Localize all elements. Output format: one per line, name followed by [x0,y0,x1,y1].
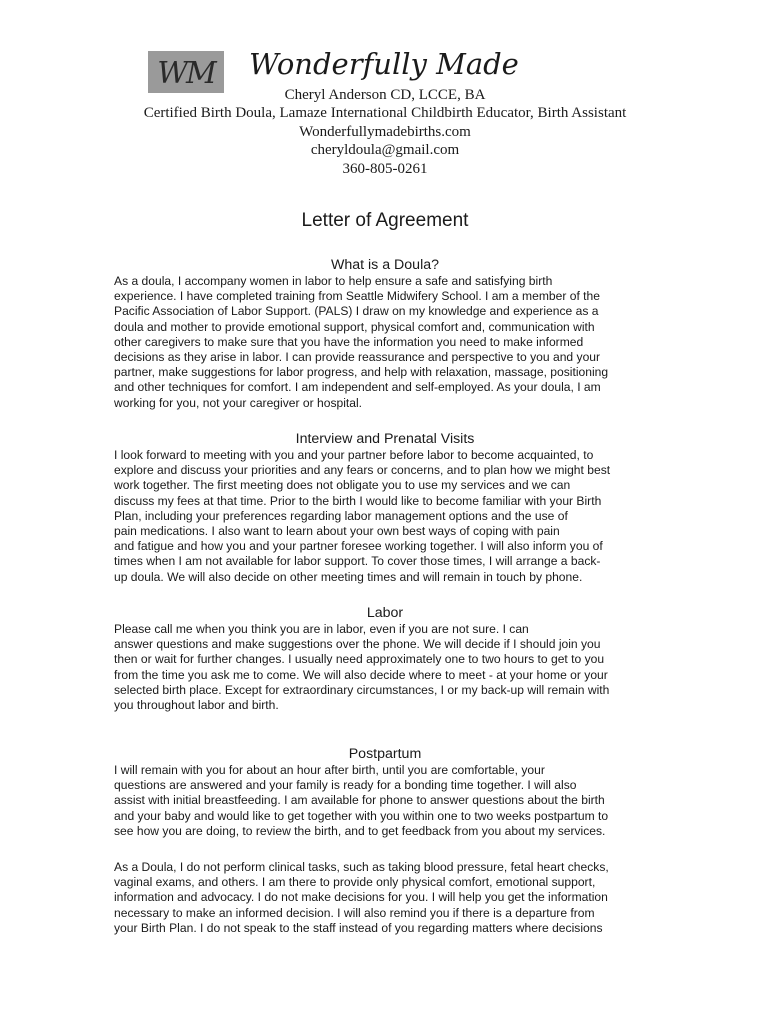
contact-website[interactable]: Wonderfullymadebirths.com [299,123,471,140]
text-line: decisions as they arise in labor. I can provide reassurance and perspective to you and your [114,350,601,365]
text-line: assist with initial breastfeeding. I am available for phone to answer questions about the birth [114,793,605,808]
text-line: pain medications. I also want to learn about your own best ways of coping with pain [114,524,560,539]
text-line: partner, make suggestions for labor progress, and help with relaxation, massage, positioning [114,365,609,380]
section-heading-postpartum: Postpartum [348,746,422,762]
text-line: explore and discuss your priorities and any fears or concerns, and to plan how we might best [114,463,611,478]
contact-phone: 360-805-0261 [342,160,428,177]
text-line: your Birth Plan. I do not speak to the staff instead of you regarding matters where decisions [114,920,603,935]
document-title: Letter of Agreement [301,210,469,231]
text-line: As a doula, I accompany women in labor to help ensure a safe and satisfying birth [114,274,553,288]
text-line: working for you, not your caregiver or hospital. [114,395,363,410]
text-line: doula and mother to provide emotional support, physical comfort and, communication with [114,319,595,334]
text-line: Plan, including your preferences regarding labor management options and the use of [114,508,568,523]
contact-email[interactable]: cheryldoula@gmail.com [310,142,460,159]
contact-block [0,86,770,178]
text-line: Please call me when you think you are in labor, even if you are not sure. I can [114,622,529,636]
contact-credentials: Certified Birth Doula, Lamaze International Childbirth Educator, Birth Assistant [143,105,627,122]
brand-title: Wonderfully Made [249,47,519,81]
paragraph-labor [114,622,674,713]
paragraph-postpartum [114,763,674,839]
text-line: vaginal exams, and others. I am there to provide only physical comfort, emotional support, [114,875,596,890]
text-line: discuss my fees at that time. Prior to the birth I would like to become familiar with your Birth [114,493,602,508]
text-line: Pacific Association of Labor Support. (PALS) I draw on my knowledge and experience as a [114,304,599,319]
text-line: you throughout labor and birth. [114,698,279,713]
text-line: I will remain with you for about an hour after birth, until you are comfortable, your [114,763,545,777]
text-line: selected birth place. Except for extraordinary circumstances, I or my back-up will remain with [114,682,610,697]
text-line: from the time you ask me to come. We will also decide where to meet - at your home or your [114,667,608,682]
logo-text: WM [157,56,215,91]
text-line: work together. The first meeting does not obligate you to use my services and we can [114,478,571,493]
text-line: up doula. We will also decide on other meeting times and will remain in touch by phone. [114,569,583,584]
text-line: and other techniques for comfort. I am independent and self-employed. As your doula, I am [114,380,601,395]
text-line: experience. I have completed training from Seattle Midwifery School. I am a member of the [114,289,600,304]
text-line: I look forward to meeting with you and your partner before labor to become acquainted, to [114,448,594,462]
paragraph-what-is-a-doula [114,274,674,411]
text-line: As a Doula, I do not perform clinical tasks, such as taking blood pressure, fetal heart checks, [114,860,609,874]
contact-name: Cheryl Anderson CD, LCCE, BA [284,87,486,103]
text-line: answer questions and make suggestions over the phone. We will decide if I should join you [114,637,601,652]
section-heading-interview-and-prenatal-visits: Interview and Prenatal Visits [295,431,475,447]
text-line: questions are answered and your family is ready for a bonding time together. I will also [114,778,577,793]
text-line: and your baby and would like to get together with you within one to two weeks postpartum to [114,808,609,823]
text-line: information and advocacy. I do not make decisions for you. I will help you get the information [114,890,608,905]
text-line: other caregivers to make sure that you have the information you need to make informed [114,334,584,349]
text-line: then or wait for further changes. I usually need approximately one to two hours to get to you [114,652,605,667]
paragraph-doula-scope [114,860,674,936]
section-heading-what-is-a-doula: What is a Doula? [330,257,440,273]
text-line: and fatigue and how you and your partner foresee working together. I will also inform you of [114,539,603,554]
paragraph-interview-and-prenatal-visits [114,448,674,585]
text-line: see how you are doing, to review the birth, and to get feedback from you about my services. [114,823,606,838]
text-line: times when I am not available for labor support. To cover those times, I will arrange a back- [114,554,601,569]
section-heading-labor: Labor [366,605,404,621]
text-line: necessary to make an informed decision. I will also remind you if there is a departure from [114,905,595,920]
